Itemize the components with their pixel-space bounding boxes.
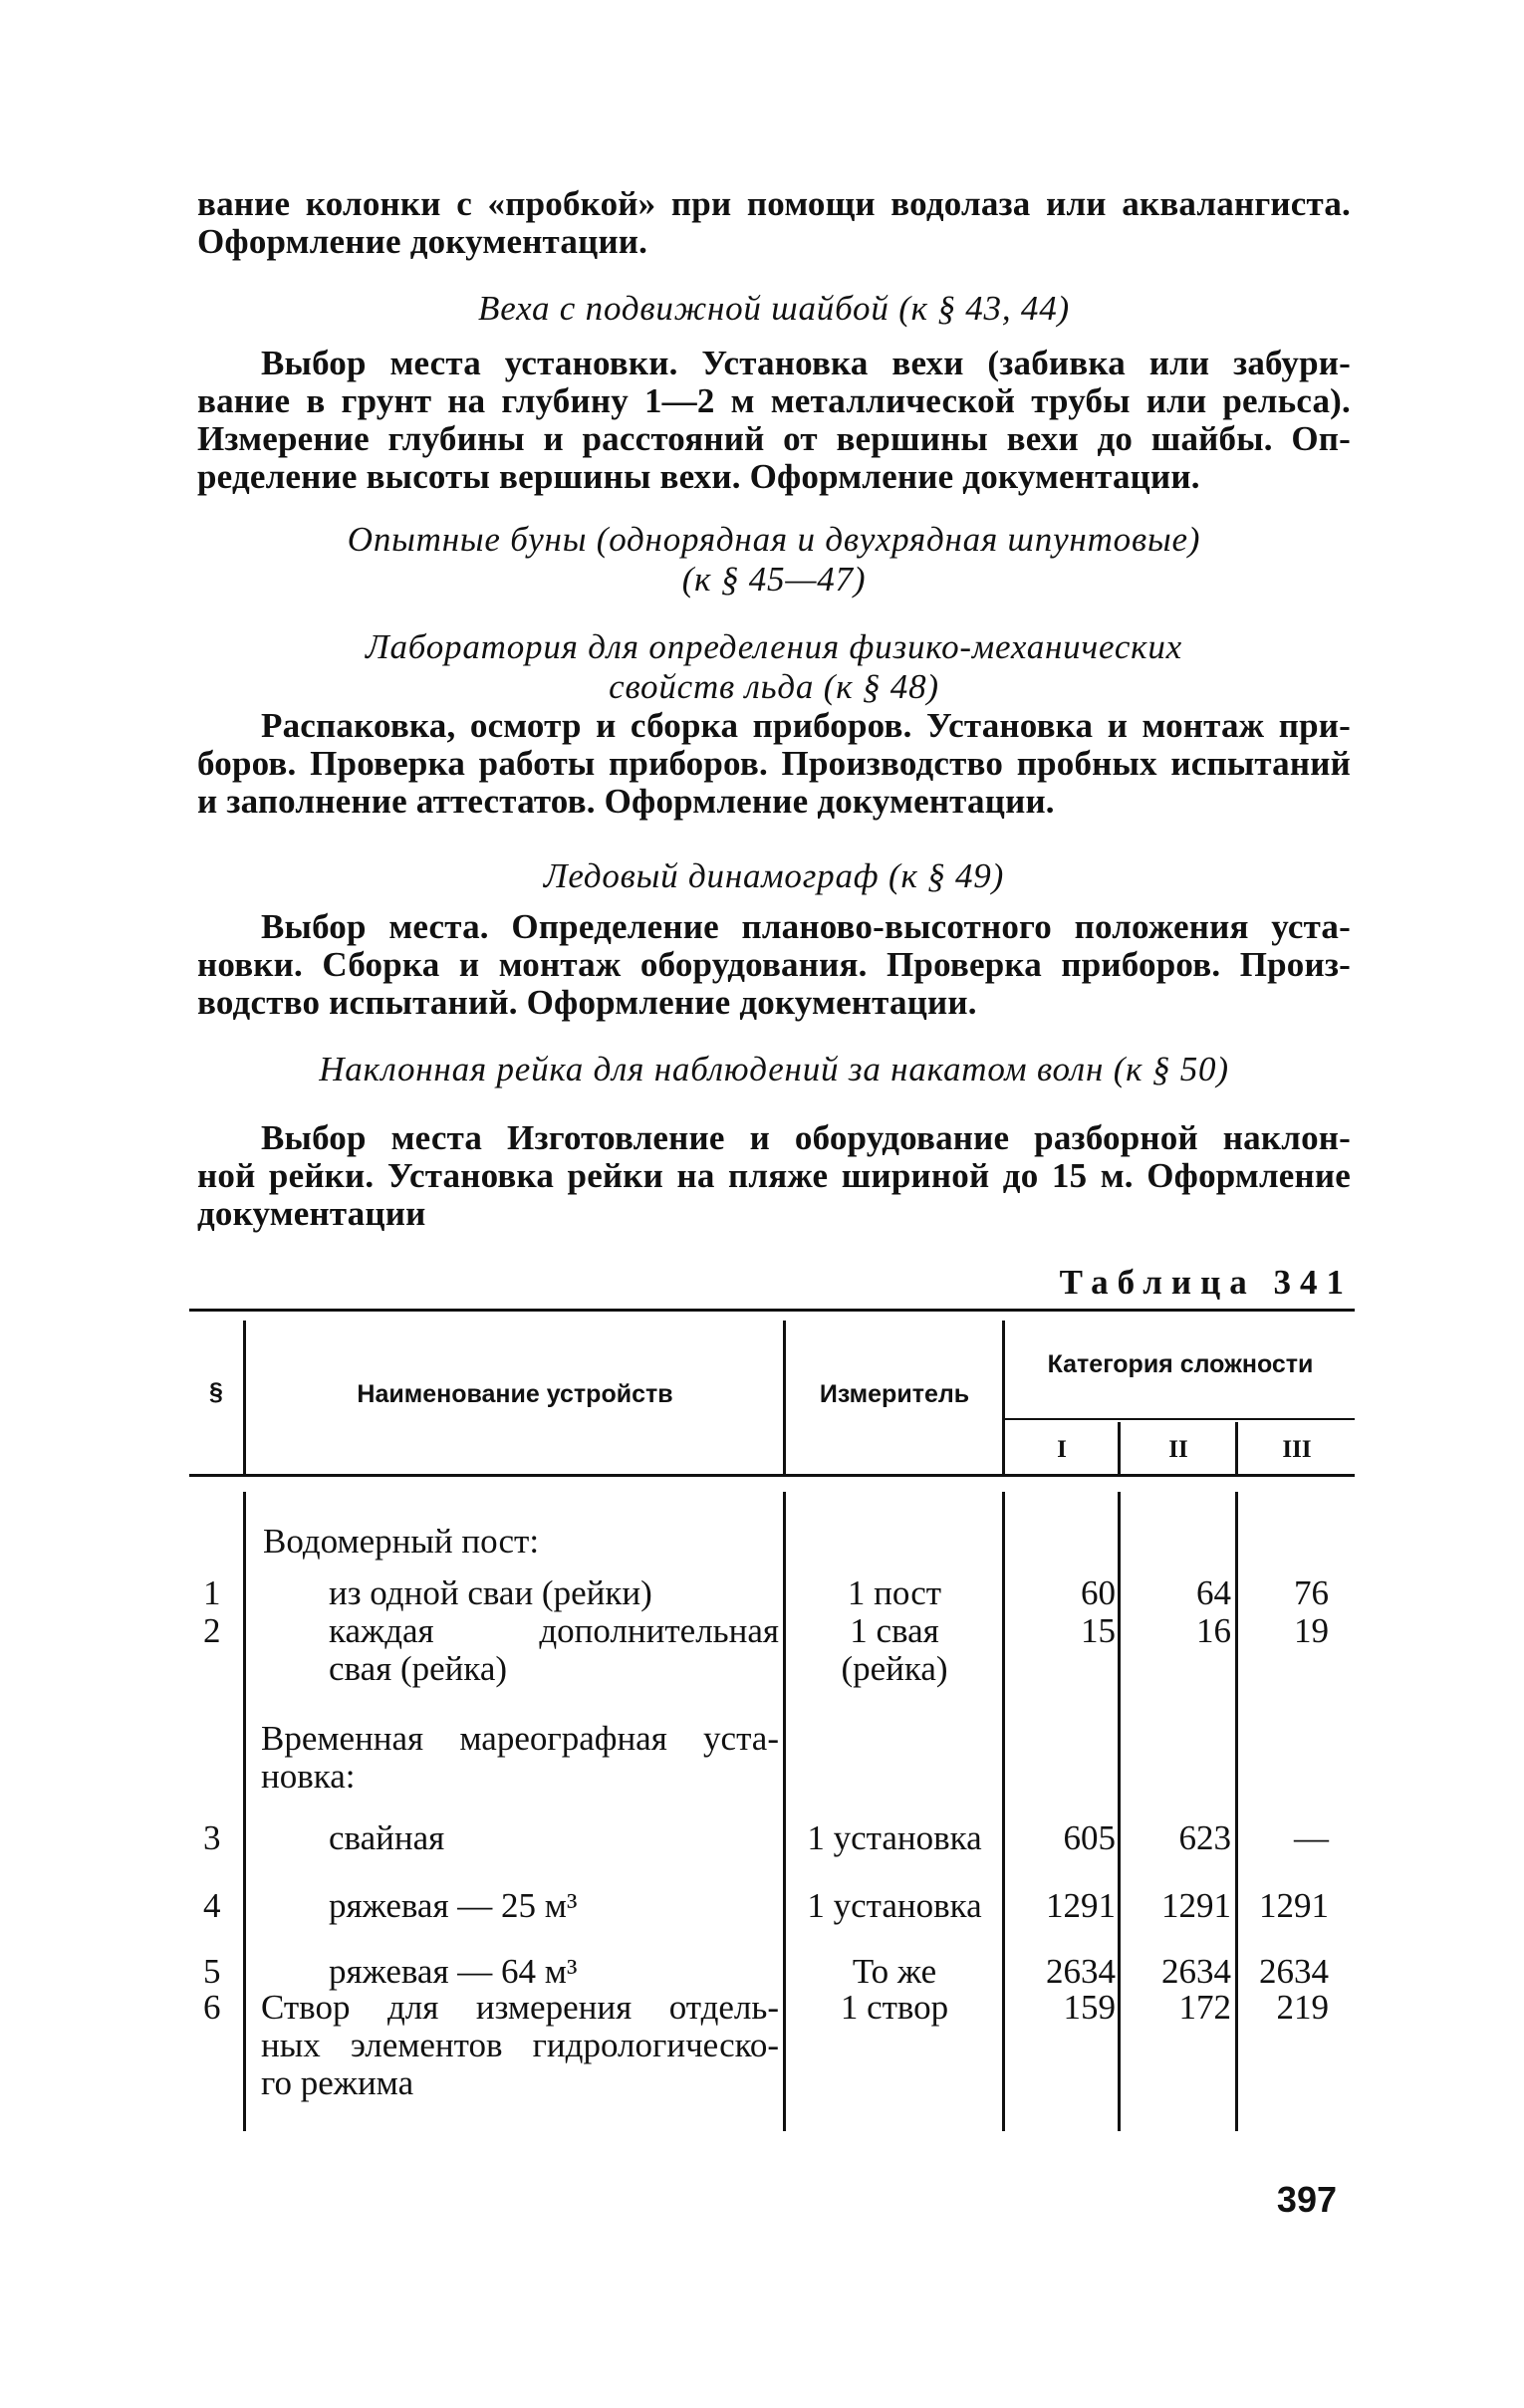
page-number: 397 xyxy=(1276,2179,1337,2220)
row-name: из одной сваи (рейки) xyxy=(329,1573,652,1612)
row-cat-2: 16 xyxy=(1196,1611,1231,1650)
section-heading xyxy=(197,856,1351,896)
row-section: 4 xyxy=(203,1886,221,1925)
row-name: Временная мареографная уста- xyxy=(261,1719,779,1758)
row-unit: 1 пост xyxy=(847,1573,942,1612)
row-cat-1: 60 xyxy=(1081,1573,1116,1612)
row-section: 3 xyxy=(203,1818,221,1857)
row-name: ряжевая — 25 м³ xyxy=(329,1886,578,1925)
paragraph-line: Выбор места Изготовление и оборудование разборной наклон- xyxy=(261,1118,1351,1157)
table-top-rule xyxy=(189,1309,1355,1312)
row-section: 5 xyxy=(203,1952,221,1991)
row-name: новка: xyxy=(261,1757,356,1796)
row-cat-1: 1291 xyxy=(1046,1886,1116,1925)
row-unit: 1 створ xyxy=(840,1988,949,2027)
row-cat-3: 1291 xyxy=(1259,1886,1329,1925)
row-unit: 1 свая xyxy=(850,1611,939,1650)
header-cat-2: II xyxy=(1168,1436,1188,1463)
paragraph-line: Оформление документации. xyxy=(197,222,648,261)
paragraph-inclined-gauge xyxy=(197,1119,1351,1233)
paragraph-line: вание колонки с «пробкой» при помощи водолаза или аквалангиста. xyxy=(197,184,1351,223)
heading-line: Лаборатория для определения физико-механических xyxy=(366,627,1182,666)
row-name: го режима xyxy=(261,2063,414,2102)
row-section: 6 xyxy=(203,1988,221,2027)
header-cat-3: III xyxy=(1282,1436,1312,1463)
heading-line: Веха с подвижной шайбой (к § 43, 44) xyxy=(478,289,1070,328)
category-sub-rule xyxy=(1004,1418,1355,1420)
section-heading xyxy=(197,1050,1351,1089)
paragraph-line: водство испытаний. Оформление документации. xyxy=(197,983,977,1022)
heading-line: Ледовый динамограф (к § 49) xyxy=(543,856,1005,895)
paragraph-intro xyxy=(197,185,1351,261)
paragraph-line: боров. Проверка работы приборов. Производство пробных испытаний xyxy=(197,744,1351,783)
paragraph-line: новки. Сборка и монтаж оборудования. Проверка приборов. Произ- xyxy=(197,945,1351,984)
row-cat-2: 1291 xyxy=(1161,1886,1231,1925)
row-cat-2: 2634 xyxy=(1161,1952,1231,1991)
table-header-rule xyxy=(189,1474,1355,1477)
header-unit: Измеритель xyxy=(819,1380,970,1408)
row-name: каждая дополнительная xyxy=(329,1611,779,1650)
table-column-divider xyxy=(1002,1321,1005,1476)
header-cat-1: I xyxy=(1057,1436,1067,1463)
row-cat-1: 2634 xyxy=(1046,1952,1116,1991)
table-column-divider xyxy=(1235,1492,1238,2131)
row-unit: 1 установка xyxy=(807,1818,982,1857)
paragraph-line: Выбор места установки. Установка вехи (забивка или забури- xyxy=(261,344,1351,382)
paragraph-line: ной рейки. Установка рейки на пляже шириной до 15 м. Оформление xyxy=(197,1156,1351,1195)
table-column-divider xyxy=(1118,1492,1121,2131)
paragraph-veha xyxy=(197,345,1351,496)
row-unit: (рейка) xyxy=(841,1649,948,1688)
table-column-divider xyxy=(243,1321,246,1476)
row-name: ряжевая — 64 м³ xyxy=(329,1952,578,1991)
row-cat-1: 159 xyxy=(1063,1988,1116,2027)
section-heading xyxy=(197,289,1351,329)
table-caption: Таблица 341 xyxy=(1059,1263,1353,1302)
section-heading xyxy=(197,520,1351,600)
paragraph-line: и заполнение аттестатов. Оформление документации. xyxy=(197,782,1055,821)
row-cat-3: 76 xyxy=(1294,1573,1329,1612)
paragraph-line: вание в грунт на глубину 1—2 м металлической трубы или рельса). xyxy=(197,381,1351,420)
heading-line: Опытные буны (однорядная и двухрядная шпунтовые) xyxy=(347,520,1201,559)
row-unit: 1 установка xyxy=(807,1886,982,1925)
row-cat-3: 19 xyxy=(1294,1611,1329,1650)
row-name: свая (рейка) xyxy=(329,1649,508,1688)
table-column-divider xyxy=(783,1492,786,2131)
table-column-divider xyxy=(243,1492,246,2131)
row-cat-2: 64 xyxy=(1196,1573,1231,1612)
row-section: 1 xyxy=(203,1573,221,1612)
row-cat-3: — xyxy=(1294,1818,1329,1857)
row-unit: То же xyxy=(852,1952,937,1991)
heading-line: (к § 45—47) xyxy=(681,560,867,599)
paragraph-dynamograph xyxy=(197,908,1351,1022)
heading-line: свойств льда (к § 48) xyxy=(609,667,939,706)
row-name: Водомерный пост: xyxy=(263,1522,540,1561)
section-heading xyxy=(197,627,1351,707)
row-cat-1: 605 xyxy=(1063,1818,1116,1857)
row-name: ных элементов гидрологическо- xyxy=(261,2026,779,2064)
row-cat-2: 172 xyxy=(1178,1988,1231,2027)
table-column-divider xyxy=(1002,1492,1005,2131)
row-name: свайная xyxy=(329,1818,445,1857)
header-category: Категория сложности xyxy=(1047,1350,1314,1378)
paragraph-laboratory xyxy=(197,707,1351,821)
table-column-divider xyxy=(783,1321,786,1476)
header-section: § xyxy=(209,1378,223,1406)
table-column-divider xyxy=(1235,1422,1238,1476)
row-cat-3: 2634 xyxy=(1259,1952,1329,1991)
paragraph-line: документации xyxy=(197,1194,426,1233)
paragraph-line: Выбор места. Определение планово-высотного положения уста- xyxy=(261,907,1351,946)
row-section: 2 xyxy=(203,1611,221,1650)
row-cat-3: 219 xyxy=(1276,1988,1329,2027)
row-cat-1: 15 xyxy=(1081,1611,1116,1650)
table-column-divider xyxy=(1118,1422,1121,1476)
row-name: Створ для измерения отдель- xyxy=(261,1988,779,2027)
paragraph-line: ределение высоты вершины вехи. Оформление документации. xyxy=(197,457,1200,496)
paragraph-line: Измерение глубины и расстояний от вершины вехи до шайбы. Оп- xyxy=(197,419,1351,458)
header-name: Наименование устройств xyxy=(357,1380,673,1408)
heading-line: Наклонная рейка для наблюдений за накатом волн (к § 50) xyxy=(319,1050,1229,1088)
row-cat-2: 623 xyxy=(1178,1818,1231,1857)
paragraph-line: Распаковка, осмотр и сборка приборов. Установка и монтаж при- xyxy=(261,706,1351,745)
